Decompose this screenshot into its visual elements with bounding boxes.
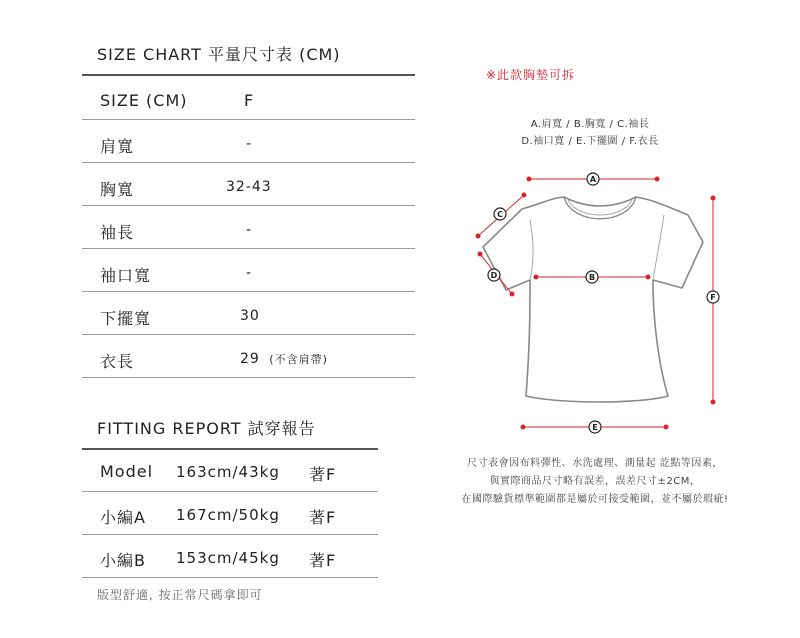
legend-line: A.肩寬 / B.胸寬 / C.袖長 — [530, 119, 650, 130]
size-row-value: - — [246, 136, 253, 152]
marker-b-label: B — [588, 273, 596, 282]
size-row-note: (不含肩帶) — [269, 353, 328, 366]
tshirt-outline — [483, 197, 703, 402]
measure-end-dot — [478, 252, 482, 256]
measure-end-dot — [711, 400, 715, 404]
size-header-label: SIZE (CM) — [100, 91, 188, 110]
size-row-label: 袖長 — [100, 223, 135, 242]
size-header-value: F — [244, 91, 255, 110]
fitting-report-title: FITTING REPORT 試穿報告 — [97, 419, 316, 438]
size-row-value-number: 29 — [240, 351, 260, 367]
size-row-label: 下擺寬 — [100, 309, 152, 328]
size-row-value: 30 — [240, 308, 260, 324]
marker-c-label: C — [497, 210, 503, 219]
disclaimer-line: 在國際驗貨標準範圍都是屬於可接受範圍，並不屬於瑕疵! — [461, 494, 729, 505]
size-row-label: 袖口寬 — [100, 266, 152, 285]
fitting-row-size: 著F — [309, 465, 337, 484]
disclaimer-line: 尺寸表會因布料彈性、水洗處理、測量起 訖點等因素， — [467, 458, 723, 469]
fitting-row-measure: 163cm/43kg — [176, 463, 280, 481]
measure-end-dot — [522, 193, 526, 197]
fitting-row-measure: 153cm/45kg — [176, 549, 280, 567]
legend-line: D.袖口寬 / E.下擺圍 / F.衣長 — [521, 136, 659, 147]
measure-end-dot — [476, 234, 480, 238]
fitting-footer-note: 版型舒適, 按正常尺碼拿即可 — [97, 588, 263, 602]
measure-end-dot — [521, 425, 525, 429]
disclaimer-line: 與實際商品尺寸略有誤差，誤差尺寸±2CM， — [489, 476, 701, 487]
measure-end-dot — [534, 275, 538, 279]
marker-a-label: A — [589, 175, 597, 184]
measure-end-dot — [646, 275, 650, 279]
marker-f-label: F — [710, 293, 716, 302]
measure-end-dot — [510, 292, 514, 296]
fitting-row-size: 著F — [309, 551, 337, 570]
fitting-row-measure: 167cm/50kg — [176, 506, 280, 524]
measure-end-dot — [711, 196, 715, 200]
size-chart-title: SIZE CHART 平量尺寸表 (CM) — [97, 45, 341, 64]
marker-d-label: D — [490, 271, 498, 280]
size-row-label: 肩寬 — [100, 137, 135, 156]
fitting-row-name: 小編B — [100, 551, 146, 570]
pad-note: ※此款胸墊可拆 — [486, 68, 576, 82]
size-row-value: - — [246, 222, 253, 238]
marker-e-label: E — [592, 423, 598, 432]
size-disclaimer — [440, 455, 750, 509]
fitting-row-name: 小編A — [100, 508, 146, 527]
fitting-row-size: 著F — [309, 508, 337, 527]
size-row-value: - — [246, 265, 253, 281]
size-row-label: 胸寬 — [100, 180, 135, 199]
measure-end-dot — [664, 425, 668, 429]
size-row-value: 32-43 — [226, 179, 272, 195]
measure-end-dot — [655, 177, 659, 181]
size-row-label: 衣長 — [100, 352, 135, 371]
fitting-row-name: Model — [100, 462, 154, 481]
measure-end-dot — [527, 177, 531, 181]
